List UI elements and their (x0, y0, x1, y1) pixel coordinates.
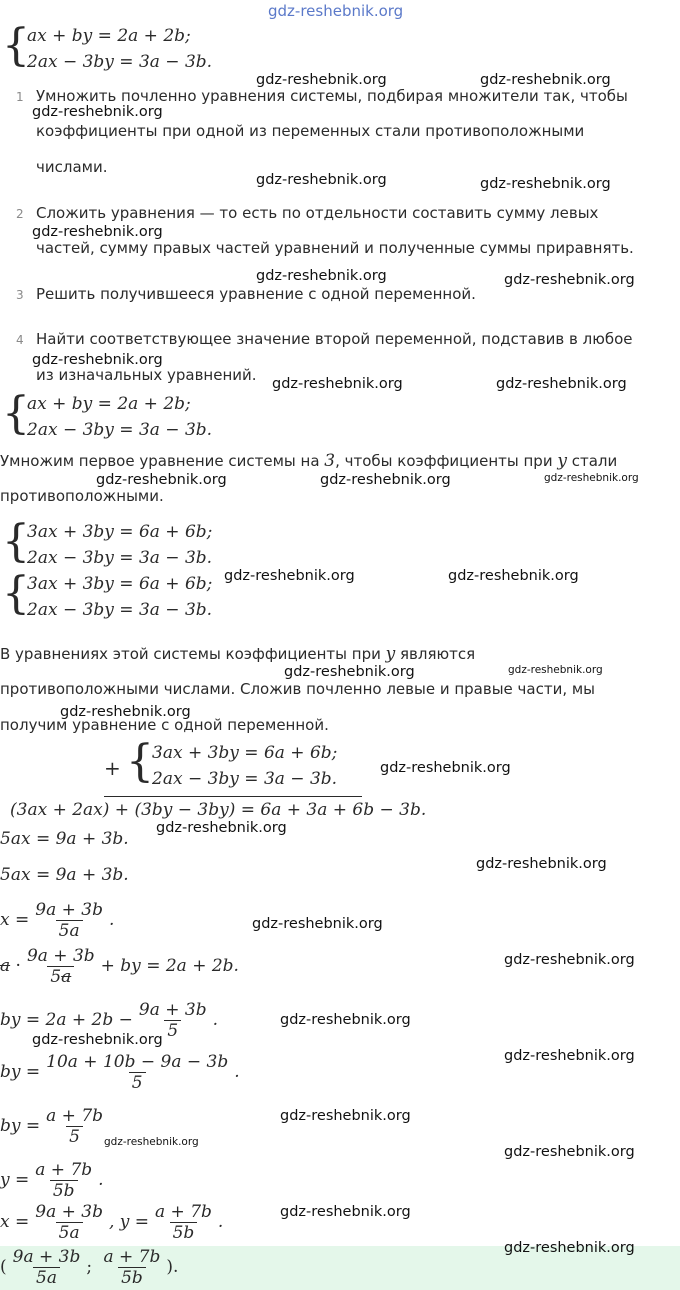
step1-line3: числами. (36, 158, 108, 176)
watermark: gdz-reshebnik.org (280, 1108, 411, 1124)
by-expression-2: by = $\frac{10a + 10b - 9a - 3b}{5}$ . (0, 1052, 240, 1093)
watermark: gdz-reshebnik.org (504, 272, 635, 288)
addition-eq2: 2ax − 3by = 3a − 3b. (152, 769, 338, 789)
watermark: gdz-reshebnik.org (504, 1144, 635, 1160)
result-line-2: 5ax = 9a + 3b. (0, 865, 129, 885)
result-line-1: 5ax = 9a + 3b. (0, 829, 129, 849)
watermark: gdz-reshebnik.org (504, 1240, 635, 1256)
system3-eq4: 2ax − 3by = 3a − 3b. (27, 600, 213, 620)
watermark: gdz-reshebnik.org (272, 376, 403, 392)
watermark: gdz-reshebnik.org (156, 820, 287, 836)
para2-line2: противоположными числами. Сложив почленно левые и правые части, мы (0, 680, 596, 698)
watermark: gdz-reshebnik.org (224, 568, 355, 584)
step-number-2: 2 (16, 207, 24, 221)
system-brace: { (2, 516, 30, 567)
step2-line1: Сложить уравнения — то есть по отдельности составить сумму левых (36, 204, 599, 222)
watermark: gdz-reshebnik.org (544, 472, 639, 484)
para1-line2: противоположными. (0, 487, 164, 505)
system-brace: { (2, 568, 30, 619)
watermark: gdz-reshebnik.org (504, 1048, 635, 1064)
watermark: gdz-reshebnik.org (104, 1136, 199, 1148)
step-number-3: 3 (16, 288, 24, 302)
watermark: gdz-reshebnik.org (496, 376, 627, 392)
watermark: gdz-reshebnik.org (380, 760, 511, 776)
system2-eq2: 2ax − 3by = 3a − 3b. (27, 420, 213, 440)
step4-line2: из изначальных уравнений. (36, 366, 257, 384)
watermark: gdz-reshebnik.org (504, 952, 635, 968)
watermark: gdz-reshebnik.org (256, 72, 387, 88)
watermark: gdz-reshebnik.org (280, 1012, 411, 1028)
addition-eq1: 3ax + 3by = 6a + 6b; (152, 743, 338, 763)
watermark: gdz-reshebnik.org (256, 268, 387, 284)
system3-eq2: 2ax − 3by = 3a − 3b. (27, 548, 213, 568)
system3-eq3: 3ax + 3by = 6a + 6b; (27, 574, 213, 594)
para2-line1: В уравнениях этой системы коэффициенты при y являются (0, 644, 476, 664)
para1-line1: Умножим первое уравнение системы на 3, чтобы коэффициенты при y стали (0, 451, 618, 471)
watermark: gdz-reshebnik.org (280, 1204, 411, 1220)
by-expression-3: by = $\frac{a + 7b}{5}$ (0, 1106, 104, 1147)
watermark: gdz-reshebnik.org (320, 472, 451, 488)
watermark: gdz-reshebnik.org (252, 916, 383, 932)
watermark: gdz-reshebnik.org (480, 176, 611, 192)
plus-sign: + (104, 756, 121, 780)
addition-rule (104, 796, 362, 797)
watermark-top: gdz-reshebnik.org (268, 2, 404, 20)
y-expression: y = $\frac{a + 7b}{5b}$ . (0, 1160, 104, 1201)
watermark: gdz-reshebnik.org (476, 856, 607, 872)
step-number-1: 1 (16, 90, 24, 104)
step1-line2: коэффициенты при одной из переменных стали противоположными (36, 122, 585, 140)
system-brace: { (2, 20, 30, 71)
system-brace: { (126, 736, 154, 787)
watermark: gdz-reshebnik.org (508, 664, 603, 676)
para2-line3: получим уравнение с одной переменной. (0, 716, 329, 734)
watermark: gdz-reshebnik.org (256, 172, 387, 188)
system2-eq1: ax + by = 2a + 2b; (27, 394, 191, 414)
step-number-4: 4 (16, 333, 24, 347)
step2-line2: частей, сумму правых частей уравнений и полученные суммы приравнять. (36, 239, 634, 257)
step3-line1: Решить получившееся уравнение с одной переменной. (36, 285, 476, 303)
watermark: gdz-reshebnik.org (60, 704, 191, 720)
system1-eq2: 2ax − 3by = 3a − 3b. (27, 52, 213, 72)
substitution-expression: a · $\frac{9a + 3b}{5a}$ + by = 2a + 2b. (0, 946, 239, 987)
system1-eq1: ax + by = 2a + 2b; (27, 26, 191, 46)
watermark: gdz-reshebnik.org (448, 568, 579, 584)
watermark: gdz-reshebnik.org (480, 72, 611, 88)
watermark: gdz-reshebnik.org (32, 104, 163, 120)
x-expression: x = $\frac{9a + 3b}{5a}$ . (0, 900, 115, 941)
watermark: gdz-reshebnik.org (284, 664, 415, 680)
answer-text: ( $\frac{9a + 3b}{5a}$ ; $\frac{a + 7b}{5b}$ ). (0, 1247, 179, 1288)
watermark: gdz-reshebnik.org (32, 224, 163, 240)
final-solution: x = $\frac{9a + 3b}{5a}$ , y = $\frac{a + 7b}{5b}$ . (0, 1202, 224, 1243)
system3-eq1: 3ax + 3by = 6a + 6b; (27, 522, 213, 542)
step4-line1: Найти соответствующее значение второй переменной, подставив в любое (36, 330, 633, 348)
watermark: gdz-reshebnik.org (96, 472, 227, 488)
system-brace: { (2, 388, 30, 439)
watermark: gdz-reshebnik.org (32, 1032, 163, 1048)
by-expression-1: by = 2a + 2b − $\frac{9a + 3b}{5}$ . (0, 1000, 218, 1041)
addition-sum: (3ax + 2ax) + (3by − 3by) = 6a + 3a + 6b − 3b. (10, 800, 427, 820)
step1-line1: Умножить почленно уравнения системы, подбирая множители так, чтобы (36, 87, 628, 105)
watermark: gdz-reshebnik.org (32, 352, 163, 368)
